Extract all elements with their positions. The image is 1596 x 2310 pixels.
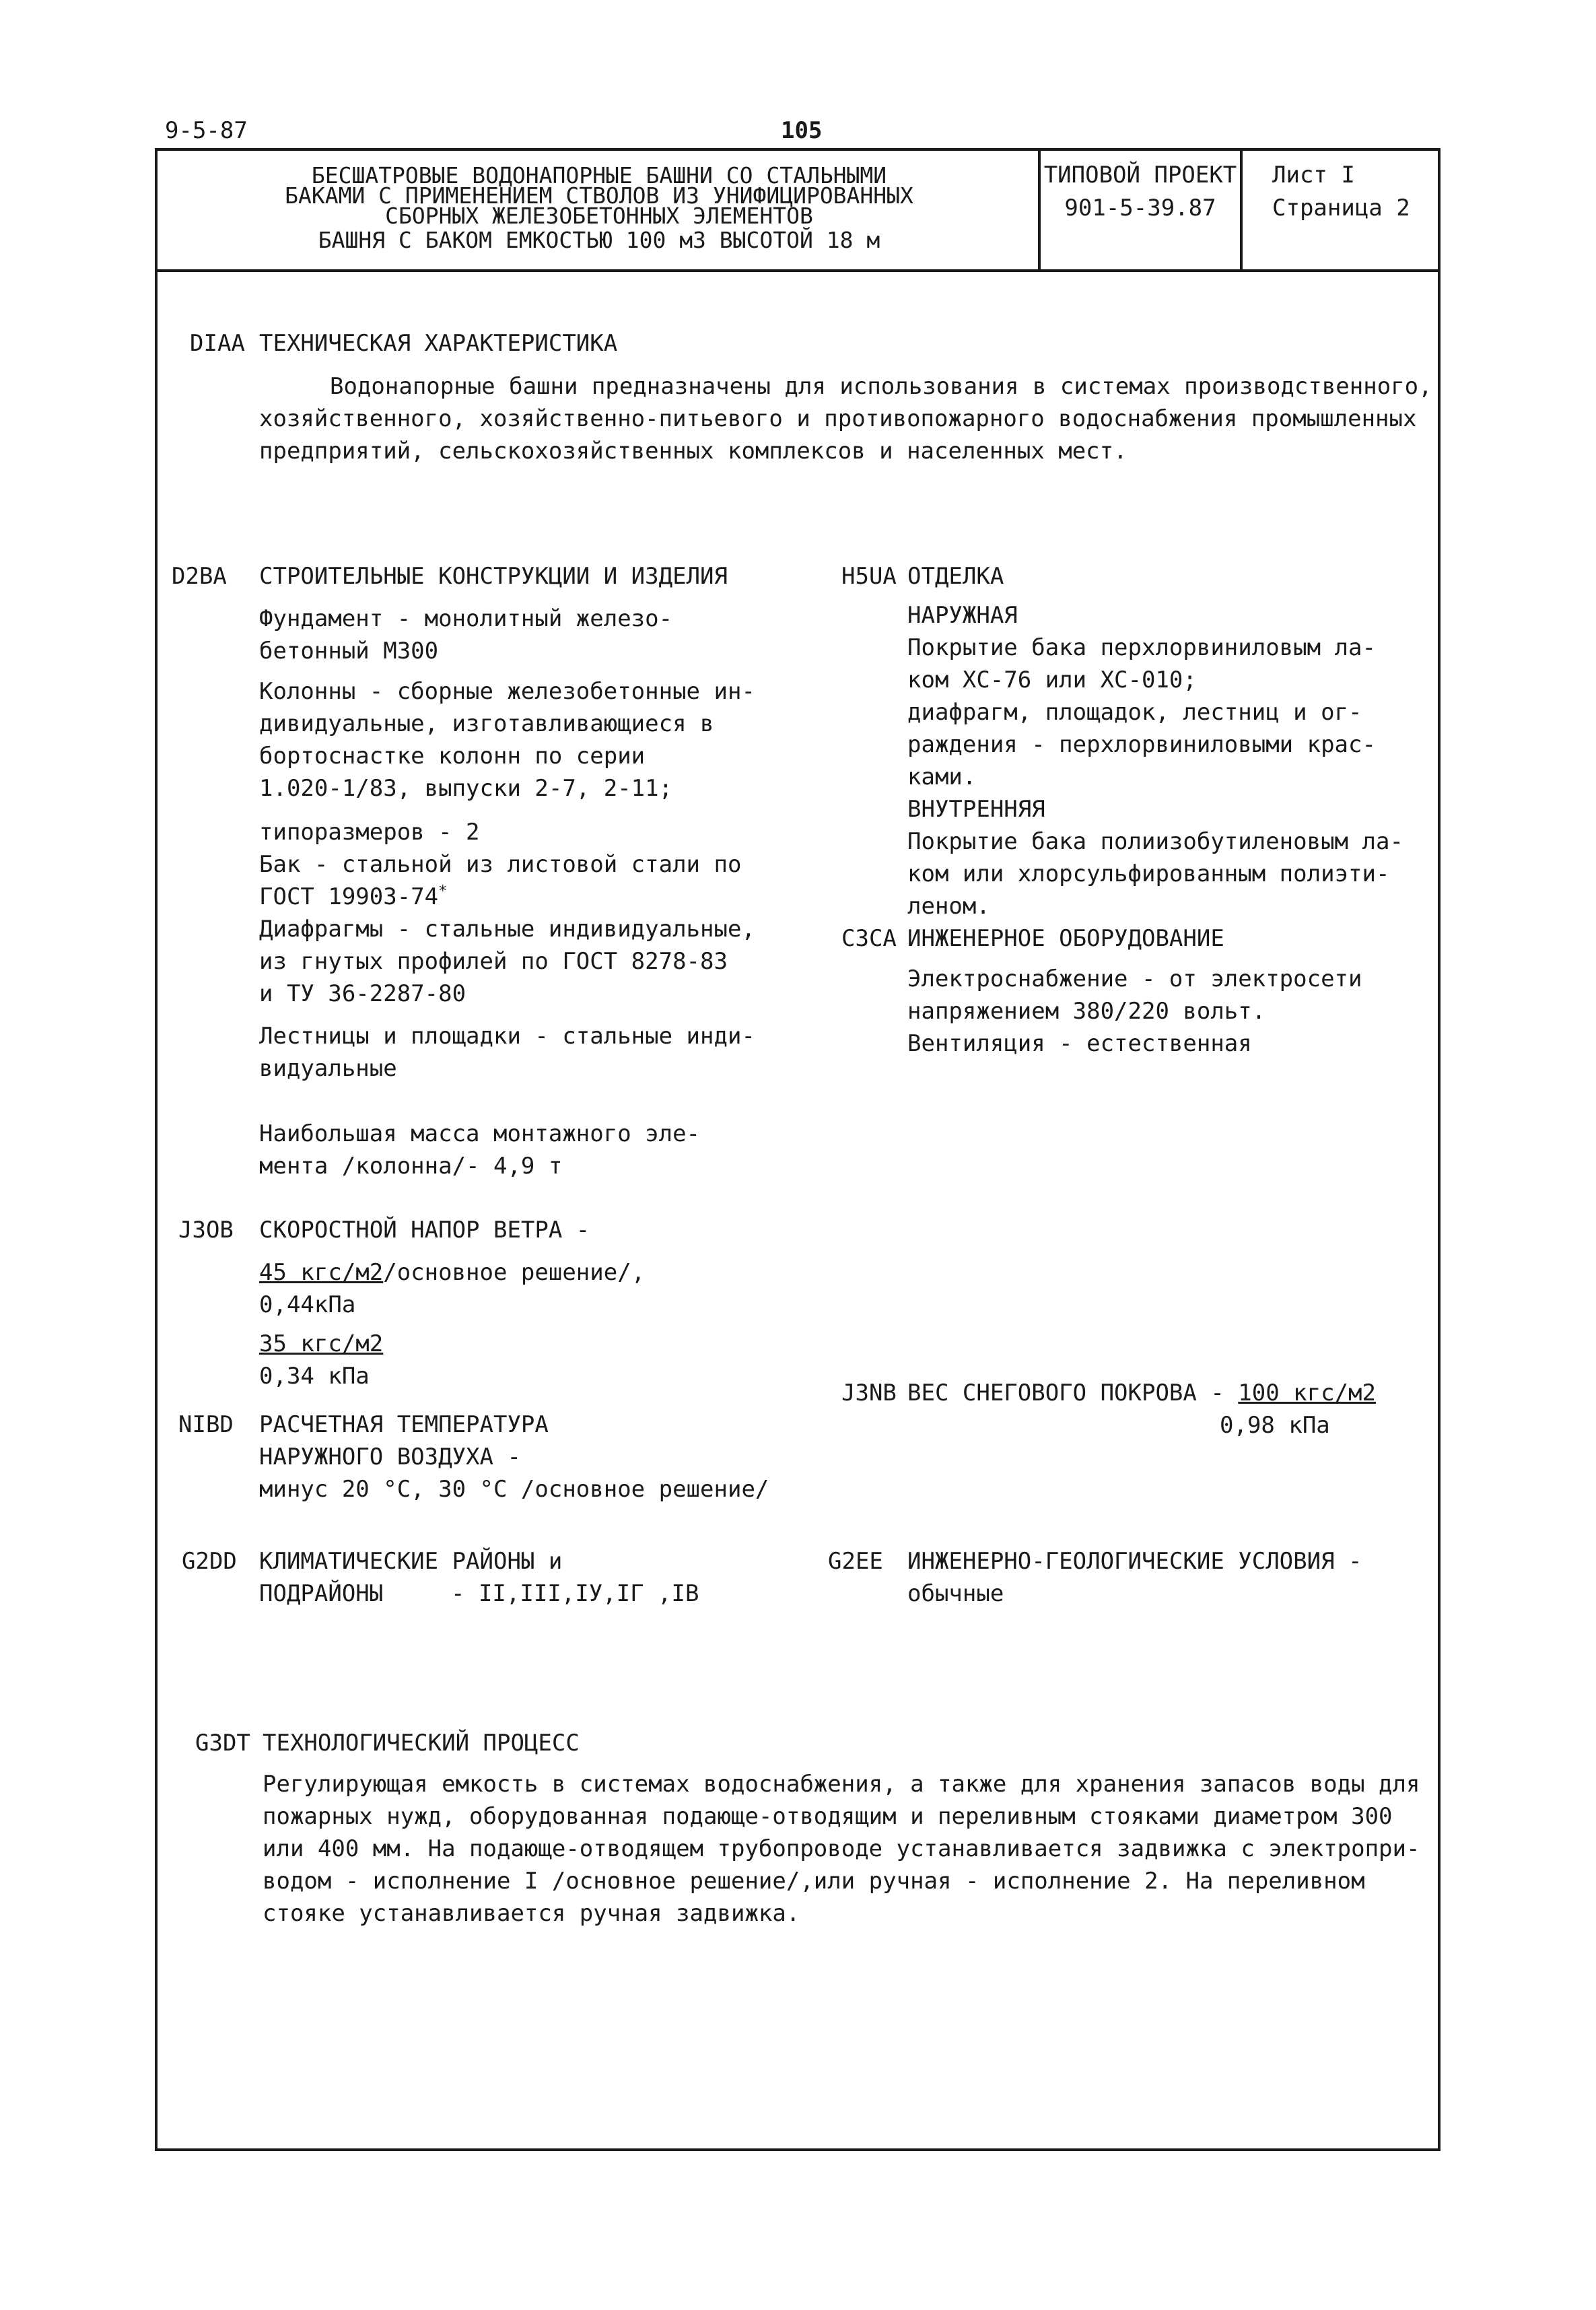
diaphragm-line-2: из гнутых профилей по ГОСТ 8278-83 (259, 948, 728, 975)
section-code-d2ba: D2BA (172, 563, 227, 590)
finishing-outer-label: НАРУЖНАЯ (907, 602, 1018, 629)
columns-line-1: Колонны - сборные железобетонные ин- (259, 678, 755, 705)
section-code-j3ob: J3OB (178, 1217, 234, 1244)
header-title-line-1: БЕСШАТРОВЫЕ ВОДОНАПОРНЫЕ БАШНИ СО СТАЛЬНЫМИ (311, 162, 887, 189)
diaphragm-line-3: и ТУ 36-2287-80 (259, 980, 466, 1007)
header-title-line-4: БАШНЯ С БАКОМ ЕМКОСТЬЮ 100 м3 ВЫСОТОЙ 18 м (318, 227, 880, 253)
diaphragm-line-1: Диафрагмы - стальные индивидуальные, (259, 916, 755, 943)
tank-gost: ГОСТ 19903-74 (259, 883, 439, 910)
finishing-outer-line-1: Покрытие бака перхлорвиниловым ла- (907, 634, 1376, 661)
header-divider (155, 269, 1441, 272)
finishing-outer-line-2: ком ХС-76 или ХС-010; (907, 667, 1197, 693)
snow-value-kpa: 0,98 кПа (1220, 1412, 1330, 1439)
wind-value-2-kpa: 0,34 кПа (259, 1363, 370, 1390)
wind-value-1: 45 кгс/м2 (259, 1259, 384, 1286)
section-title-structures: СТРОИТЕЛЬНЫЕ КОНСТРУКЦИИ И ИЗДЕЛИЯ (259, 563, 728, 590)
section-code-j3nb: J3NB (841, 1380, 897, 1406)
finishing-inner-line-1: Покрытие бака полиизобутиленовым ла- (907, 828, 1403, 855)
project-number: 901-5-39.87 (1064, 195, 1216, 222)
finishing-outer-line-3: диафрагм, площадок, лестниц и ог- (907, 699, 1362, 726)
process-line-2: пожарных нужд, оборудованная подающе-отводящим и переливным стояками диаметром 300 (263, 1803, 1393, 1830)
section-title-process: ТЕХНОЛОГИЧЕСКИЙ ПРОЦЕСС (263, 1730, 580, 1757)
equipment-line-1: Электроснабжение - от электросети (907, 965, 1362, 992)
wind-value-2: 35 кгс/м2 (259, 1330, 384, 1357)
stairs-line-2: видуальные (259, 1055, 397, 1082)
temperature-value: минус 20 °С, 30 °С /основное решение/ (259, 1476, 769, 1503)
header-title-line-3: СБОРНЫХ ЖЕЛЕЗОБЕТОННЫХ ЭЛЕМЕНТОВ (385, 203, 813, 229)
tech-line-2: хозяйственного, хозяйственно-питьевого и противопожарного водоснабжения промышленных (259, 405, 1417, 432)
header-title-line-2: БАКАМИ С ПРИМЕНЕНИЕМ СТВОЛОВ ИЗ УНИФИЦИРОВАННЫХ (285, 182, 913, 209)
section-code-h5ua: H5UA (841, 563, 897, 590)
mass-line-2: мента /колонна/- 4,9 т (259, 1153, 563, 1180)
columns-line-2: дивидуальные, изготавливающиеся в (259, 710, 714, 737)
wind-value-1-note: /основное решение/, (383, 1259, 646, 1286)
tank-gost-mark: * (438, 883, 448, 900)
section-title-finishing: ОТДЕЛКА (907, 563, 1004, 590)
tech-line-3: предприятий, сельскохозяйственных комплексов и населенных мест. (259, 438, 1127, 465)
page-label: Страница 2 (1272, 195, 1410, 222)
foundation-line-2: бетонный М300 (259, 638, 439, 665)
section-title-snow (907, 1377, 1376, 1410)
section-code-c3ca: C3CA (841, 925, 897, 952)
header-divider-2 (1240, 148, 1243, 272)
section-title-equipment: ИНЖЕНЕРНОЕ ОБОРУДОВАНИЕ (907, 925, 1224, 952)
tank-line-2: Бак - стальной из листовой стали по (259, 851, 742, 878)
section-title-geology: ИНЖЕНЕРНО-ГЕОЛОГИЧЕСКИЕ УСЛОВИЯ - (907, 1548, 1362, 1575)
equipment-line-2: напряжением 380/220 вольт. (907, 998, 1266, 1025)
tank-line-3 (259, 881, 447, 914)
header-title (162, 162, 1037, 253)
climate-value: - II,III,IУ,IГ ,IВ (451, 1580, 699, 1607)
tech-line-1: Водонапорные башни предназначены для использования в системах производственного, (330, 373, 1432, 400)
section-title-wind: СКОРОСТНОЙ НАПОР ВЕТРА - (259, 1217, 590, 1244)
finishing-outer-line-4: раждения - перхлорвиниловыми крас- (907, 731, 1376, 758)
wind-line-1 (259, 1256, 645, 1289)
page-number: 105 (781, 117, 823, 144)
section-code-g2ee: G2EE (828, 1548, 883, 1575)
process-line-5: стояке устанавливается ручная задвижка. (263, 1900, 800, 1927)
equipment-line-3: Вентиляция - естественная (907, 1030, 1252, 1057)
snow-title: ВЕС СНЕГОВОГО ПОКРОВА - (907, 1380, 1224, 1406)
wind-value-1-kpa: 0,44кПа (259, 1291, 356, 1318)
temperature-line-2: НАРУЖНОГО ВОЗДУХА - (259, 1443, 521, 1470)
section-title-tech: ТЕХНИЧЕСКАЯ ХАРАКТЕРИСТИКА (259, 330, 618, 357)
snow-value: 100 кгс/м2 (1238, 1380, 1376, 1406)
document-code: 9-5-87 (165, 117, 248, 144)
process-line-4: водом - исполнение I /основное решение/,или ручная - исполнение 2. На переливном (263, 1868, 1365, 1895)
mass-line-1: Наибольшая масса монтажного эле- (259, 1120, 701, 1147)
finishing-inner-line-3: леном. (907, 893, 990, 920)
section-code-g2dd: G2DD (182, 1548, 237, 1575)
foundation-line-1: Фундамент - монолитный железо- (259, 605, 673, 632)
columns-line-3: бортоснастке колонн по серии (259, 743, 646, 770)
section-code-nibd: NIBD (178, 1411, 234, 1438)
section-code-diaa: DIAA (190, 330, 245, 357)
process-line-1: Регулирующая емкость в системах водоснабжения, а также для хранения запасов воды для (263, 1771, 1420, 1798)
columns-line-4: 1.020-1/83, выпуски 2-7, 2-11; (259, 775, 673, 802)
finishing-outer-line-5: ками. (907, 763, 977, 790)
project-label: ТИПОВОЙ ПРОЕКТ (1043, 162, 1237, 189)
sheet-number: Лист I (1272, 162, 1355, 189)
geology-value: обычные (907, 1580, 1004, 1607)
finishing-inner-line-2: ком или хлорсульфированным полиэти- (907, 860, 1390, 887)
process-line-3: или 400 мм. На подающе-отводящем трубопроводе устанавливается задвижка с электропри- (263, 1835, 1420, 1862)
tank-line-1: типоразмеров - 2 (259, 819, 480, 846)
section-title-temperature: РАСЧЕТНАЯ ТЕМПЕРАТУРА (259, 1411, 549, 1438)
section-title-climate: КЛИМАТИЧЕСКИЕ РАЙОНЫ и (259, 1548, 563, 1575)
finishing-inner-label: ВНУТРЕННЯЯ (907, 796, 1045, 823)
section-code-g3dt: G3DT (195, 1730, 250, 1757)
climate-line-2: ПОДРАЙОНЫ (259, 1580, 384, 1607)
stairs-line-1: Лестницы и площадки - стальные инди- (259, 1023, 755, 1050)
